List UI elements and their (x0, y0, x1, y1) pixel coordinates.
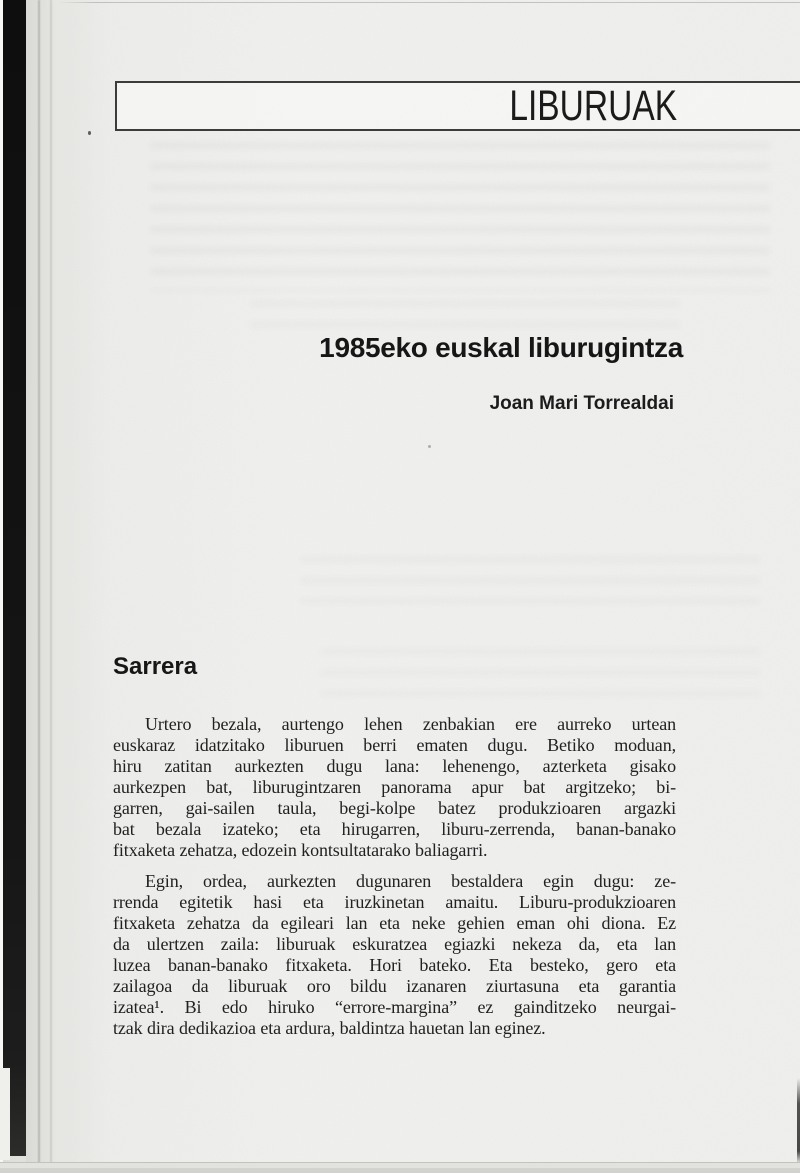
text-line: tzak dira dedikazioa eta ardura, baldintza hauetan lan eginez. (113, 1018, 546, 1038)
text-line: da ulertzen zaila: liburuak eskuratzea egiazki nekeza da, eta lan (113, 934, 676, 954)
scan-top-edge (40, 2, 800, 3)
text-line: euskaraz idatzitako liburuen berri ematen dugu. Betiko moduan, (113, 735, 676, 755)
book-gutter-shadow (3, 0, 26, 1156)
text-line: izatea¹. Bi edo hiruko “errore-margina” ez gainditzeko neurgai- (113, 997, 676, 1017)
page-crease (50, 0, 52, 1173)
scan-bottom-strip (0, 1168, 800, 1173)
text-line: garren, gai-sailen taula, begi-kolpe batez produkzioaren argazki (113, 798, 676, 818)
text-line: aurkezpen bat, liburugintzaren panorama apur bat argitzeko; bi- (113, 777, 676, 797)
text-line: luzea banan-banako fitxaketa. Hori bateko. Eta besteko, gero eta (113, 955, 676, 975)
paragraph (113, 714, 676, 861)
ink-showthrough (300, 556, 760, 604)
text-line: bat bezala izateko; eta hirugarren, liburu-zerrenda, banan-banako (113, 819, 676, 839)
gutter-shadow-notch (0, 1068, 10, 1160)
text-line: Egin, ordea, aurkezten dugunaren bestaldera egin dugu: ze- (145, 871, 676, 891)
page-gutter-curl (26, 0, 96, 1173)
ink-showthrough (320, 648, 760, 702)
article-title: 1985eko euskal liburugintza (319, 332, 683, 363)
ink-showthrough (150, 142, 770, 292)
section-header-box (115, 81, 800, 131)
page-crease (38, 0, 40, 1173)
ink-speck (88, 131, 91, 135)
section-header-label: LIBURUAK (509, 81, 677, 130)
article-author: Joan Mari Torrealdai (489, 393, 674, 414)
text-line: fitxaketa zehatza, edozein kontsultatarako baliagarri. (113, 840, 488, 860)
text-line: Urtero bezala, aurtengo lehen zenbakian ere aurreko urtean (145, 714, 676, 734)
body-text (113, 714, 676, 1039)
text-line: rrenda egitetik hasi eta iruzkinetan amaitu. Liburu-produkzioaren (113, 892, 676, 912)
text-line: fitxaketa zehatza da egileari lan eta neke gehien eman ohi diona. Ez (113, 913, 676, 933)
text-line: zailagoa da liburuak oro bildu izanaren ziurtasuna eta garantia (113, 976, 676, 996)
paragraph (113, 871, 676, 1039)
text-line: hiru zatitan aurkezten dugu lana: lehenengo, azterketa gisako (113, 756, 676, 776)
ink-speck (428, 445, 431, 448)
section-heading: Sarrera (113, 653, 198, 680)
